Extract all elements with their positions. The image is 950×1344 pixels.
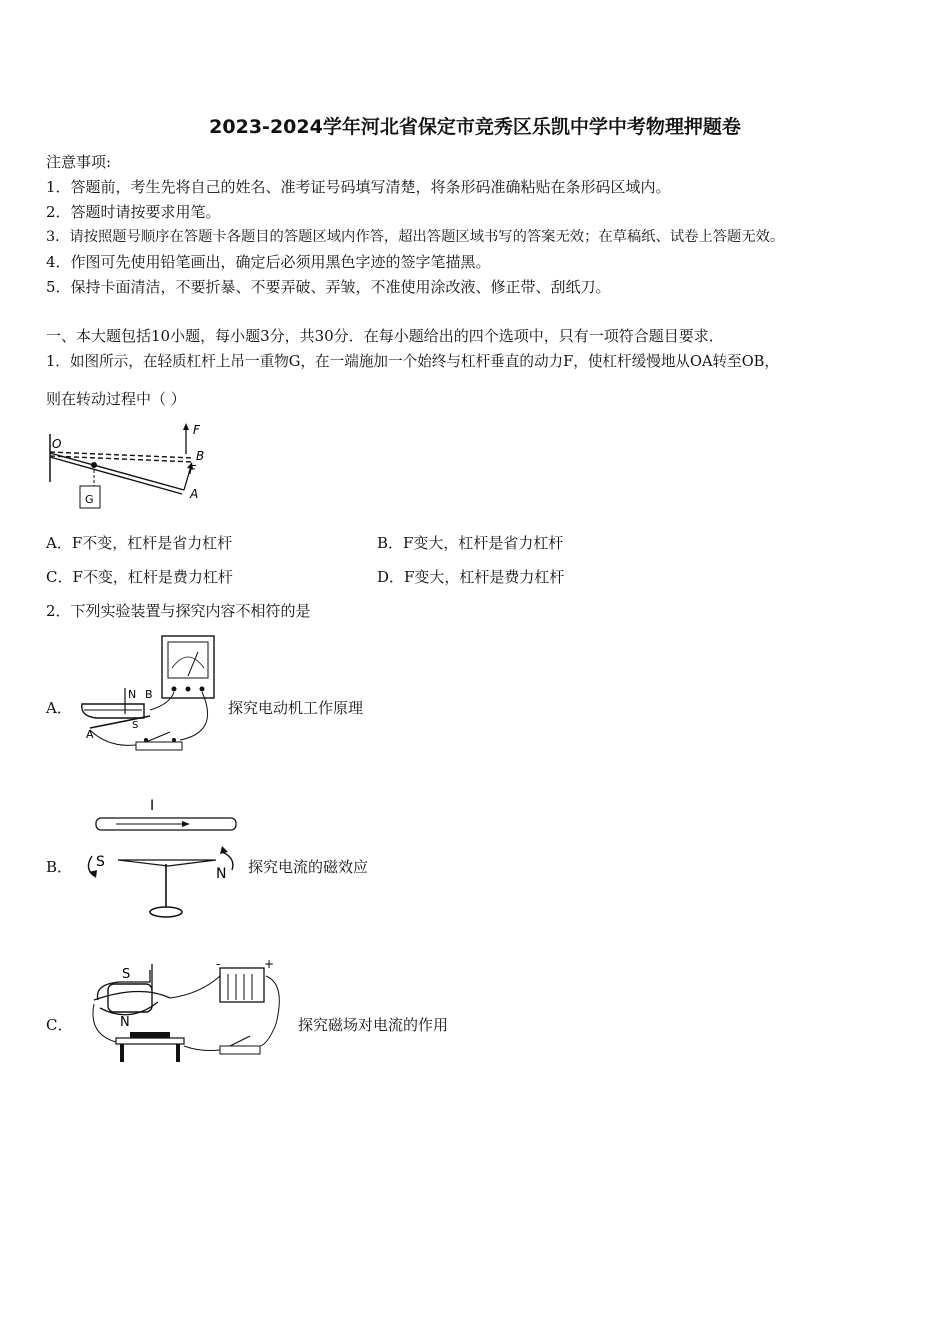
label-b: B — [196, 449, 205, 463]
notice-item: 5．保持卡面清洁，不要折暴、不要弄破、弄皱，不准使用涂改液、修正带、刮纸刀。 — [46, 278, 611, 296]
question-1-stem: 1．如图所示，在轻质杠杆上吊一重物G，在一端施加一个始终与杠杆垂直的动力F，使杠杆缓慢地从OA转至OB， — [46, 353, 779, 370]
label-n: N — [120, 1015, 130, 1030]
q2-option-a-text: 探究电动机工作原理 — [228, 699, 364, 717]
label-n: N — [216, 866, 227, 882]
q1-option-a: A．F不变，杠杆是省力杠杆 — [46, 534, 233, 552]
label-s: S — [122, 967, 131, 982]
label-plus: + — [264, 957, 275, 971]
notice-heading: 注意事项: — [46, 153, 112, 171]
notice-item: 3．请按照题号顺序在答题卡各题目的答题区域内作答，超出答题区域书写的答案无效；在草稿纸、试卷上答题无效。 — [46, 229, 785, 245]
label-s: S — [132, 720, 139, 731]
q2-option-b-text: 探究电流的磁效应 — [248, 858, 369, 876]
label-a: A — [190, 487, 199, 501]
label-o: O — [52, 437, 62, 451]
oersted-experiment-figure — [76, 790, 246, 924]
lever-diagram — [44, 420, 214, 518]
question-2-stem: 2．下列实验装置与探究内容不相符的是 — [46, 602, 311, 620]
question-1-stem-cont: 则在转动过程中（ ） — [46, 390, 186, 408]
q2-option-c-text: 探究磁场对电流的作用 — [298, 1016, 449, 1034]
label-f-mid: F — [189, 463, 196, 477]
section-heading: 一、本大题包括10小题，每小题3分，共30分．在每小题给出的四个选项中，只有一项符合题目要求． — [46, 327, 724, 345]
label-b: B — [145, 688, 153, 701]
label-s: S — [96, 854, 105, 870]
q1-option-d: D．F变大，杠杆是费力杠杆 — [377, 568, 565, 586]
galvanometer-circuit-figure — [70, 632, 226, 762]
notice-item: 1．答题前，考生先将自己的姓名、准考证号码填写清楚，将条形码准确粘贴在条形码区域内。 — [46, 178, 671, 196]
magnetic-force-circuit-figure — [80, 954, 295, 1068]
notice-item: 4．作图可先使用铅笔画出，确定后必须用黑色字迹的签字笔描黑。 — [46, 253, 491, 271]
label-a: A — [86, 728, 94, 741]
label-i: I — [150, 798, 155, 814]
q2-option-b-letter: B． — [46, 858, 73, 876]
label-f-top: F — [193, 423, 200, 437]
label-minus: - — [216, 957, 221, 971]
label-g: G — [85, 493, 94, 506]
q1-option-c: C．F不变，杠杆是费力杠杆 — [46, 568, 233, 586]
q1-option-b: B．F变大，杠杆是省力杠杆 — [377, 534, 564, 552]
notice-item: 2．答题时请按要求用笔。 — [46, 203, 221, 221]
page-title: 2023-2024学年河北省保定市竞秀区乐凯中学中考物理押题卷 — [209, 116, 741, 138]
q2-option-a-letter: A． — [46, 699, 72, 717]
q2-option-c-letter: C． — [46, 1016, 73, 1034]
label-n: N — [128, 688, 137, 701]
